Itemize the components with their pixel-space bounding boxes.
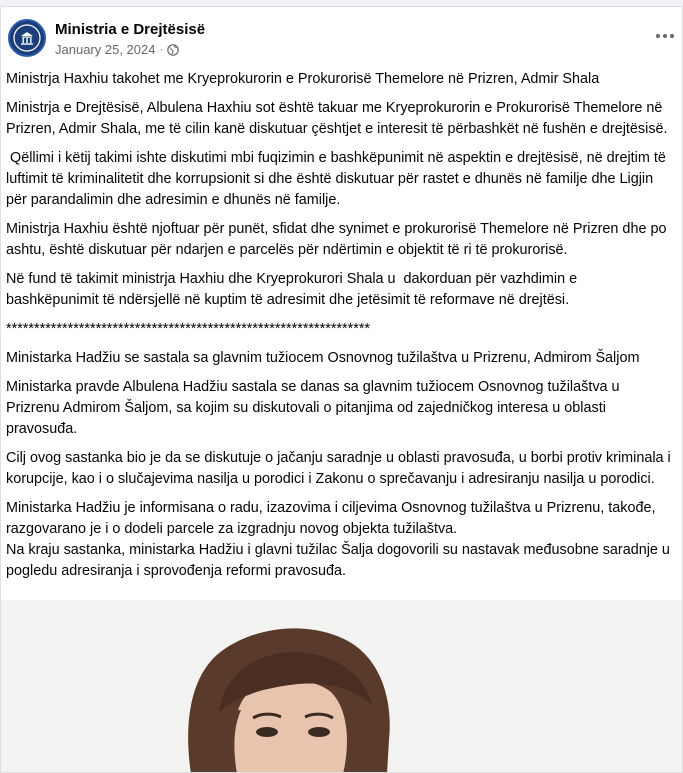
- post-text: [6, 69, 675, 590]
- post-paragraph: Ministarka pravde Albulena Hadžiu sastala se danas sa glavnim tužiocem Osnovnog tužilaštva u Prizrenu Admirom Šaljom, sa kojim su diskutovali o pitanjima od zajedničkog interesa u oblasti pravosuđa.: [6, 379, 624, 437]
- page-name-link[interactable]: Ministria e Drejtësisë: [55, 21, 206, 38]
- post-paragraph: Ministrja Haxhiu takohet me Kryeprokurorin e Prokurorisë Themelore në Prizren, Admir Shala: [6, 71, 600, 87]
- post-card: [0, 6, 683, 773]
- post-paragraph: Na kraju sastanka, ministarka Hadžiu i glavni tužilac Šalja dogovorili su nastavak međusobne saradnje u pogledu adresiranja i sprovođenja reformi pravosuđa.: [6, 542, 674, 579]
- ministry-logo-icon: [10, 21, 44, 55]
- more-options-icon: [656, 34, 674, 38]
- page-avatar[interactable]: [8, 19, 46, 57]
- post-paragraph: Në fund të takimit ministrja Haxhiu dhe Kryeprokurori Shala u dakorduan për vazhdimin e bashkëpunimit të ndërsjellë në kuptim të adresimit dhe jetësimit të reformave në drejtësi.: [6, 271, 582, 308]
- post-paragraph: Ministrja e Drejtësisë, Albulena Haxhiu sot është takuar me Kryeprokurorin e Prokurorisë Themelore në Prizren, Admir Shala, me të cilin kanë diskutuar çështjet e interesit të përbashkët në fushën e drejtësisë.: [6, 100, 668, 137]
- post-separator: *****************************************************************: [6, 321, 371, 337]
- post-paragraph: Ministarka Hadžiu se sastala sa glavnim tužiocem Osnovnog tužilaštva u Prizrenu, Admirom Šaljom: [6, 350, 640, 366]
- post-header: [1, 7, 683, 63]
- post-paragraph: Cilj ovog sastanka bio je da se diskutuje o jačanju saradnje u oblasti pravosuđa, u borbi protiv kriminala i korupcije, kao i o slučajevima nasilja u porodici i Zakonu o sprečavanju i adresiranju nasilja u porodici.: [6, 450, 675, 487]
- meta-separator: ·: [159, 43, 164, 56]
- post-paragraph: Ministrja Haxhiu është njoftuar për punët, sfidat dhe synimet e prokurorisë Themelore në Prizren dhe po ashtu, është diskutuar për ndarjen e parcelës për ndërtimin e objektit të ri të prokurorisë.: [6, 221, 671, 258]
- post-date[interactable]: January 25, 2024: [55, 42, 156, 57]
- post-paragraph: Ministarka Hadžiu je informisana o radu, izazovima i ciljevima Osnovnog tužilaštva u Prizrenu, takođe, razgovarano je i o dodeli parcele za izgradnju novog objekta tužilaštva.: [6, 500, 660, 537]
- post-paragraph: Qëllimi i këtij takimi ishte diskutimi mbi fuqizimin e bashkëpunimit në aspektin e drejtësisë, në drejtim të luftimit të kriminalitetit dhe korrupsionit si dhe është diskutuar për rastet e dhunës në familje dhe Ligjin për parandalimin dhe adresimin e dhunës në familje.: [6, 150, 670, 208]
- globe-icon: [167, 44, 179, 56]
- person-photo: [1, 600, 683, 773]
- more-options-button[interactable]: [654, 25, 676, 47]
- post-photo[interactable]: [1, 600, 683, 773]
- post-meta: [55, 42, 179, 57]
